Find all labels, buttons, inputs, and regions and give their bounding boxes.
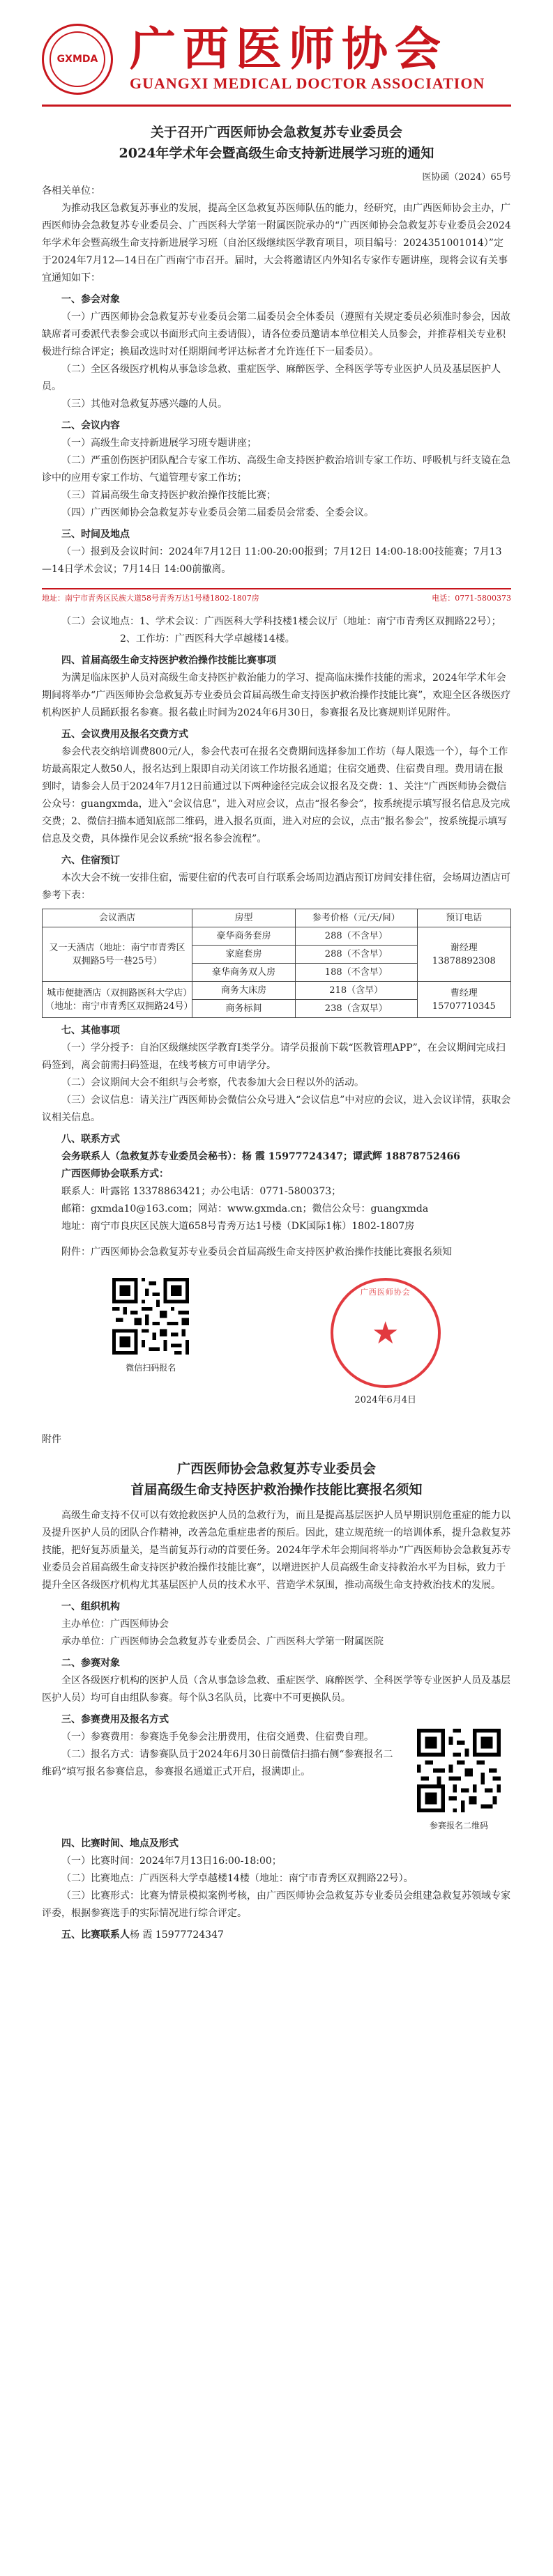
attachment-item: （一）参赛费用：参赛选手免参会注册费用，住宿交通费、住宿费自理。 — [61, 1732, 374, 1743]
attachment-title — [42, 1458, 511, 1500]
title-line-1: 关于召开广西医师协会急救复苏专业委员会 — [150, 125, 402, 140]
section-item: （一）广西医师协会急救复苏专业委员会第二届委员会全体委员（遵照有关规定委员必须准时参会，因故缺席者可委派代表参会或以书面形式向主委请假），请各位委员邀请本单位相关人员参会，并推荐相关专业积极进行综合评定；换届改选时对任期期间考评达标者才允许连任下一届委员）。 — [42, 311, 510, 357]
org-name-en: GUANGXI MEDICAL DOCTOR ASSOCIATION — [130, 75, 485, 92]
section-heading: 一、参会对象 — [61, 294, 120, 305]
section-item: （二）会议地点：1、学术会议：广西医科大学科技楼1楼会议厅（地址：南宁市青秀区双拥路22号）； — [61, 616, 501, 627]
section-text: 参会代表交纳培训费800元/人，参会代表可在报名交费期间选择参加工作坊（每人限选一个），每个工作坊最高限定人数50人，报名达到上限即自动关闭该工作坊报名通道；住宿交通费、住宿费自理。费用请在报到时，请参会人员于2024年7月12日前通过以下两种途径完成会议报名及交费：1、关注“广西医师协会微信公众号：guangxmda，进入“会议信息”，进入对应会议，点击“报名参会”，按系统提示填写报名信息及完成交费；2、微信扫描本通知底部二维码，进入报名页面，进入对应的会议，点击“报名参会”，按系统提示填写信息及交费，具体操作见会议系统“报名参会流程”。 — [42, 746, 510, 844]
section-heading: 三、时间及地点 — [61, 529, 130, 540]
header-divider — [42, 105, 511, 107]
table-header: 会议酒店 — [43, 909, 192, 927]
hotel-contact: 曹经理 15707710345 — [417, 982, 510, 1018]
attachment-item: （二）比赛地点：广西医科大学卓越楼14楼（地址：南宁市青秀区双拥路22号）。 — [61, 1873, 414, 1884]
hotel-name: 城市便捷酒店（双拥路医科大学店）（地址：南宁市青秀区双拥路24号） — [43, 982, 192, 1018]
attachment-intro: 高级生命支持不仅可以有效抢救医护人员的急救行为，而且是提高基层医护人员早期识别危重症的能力以及提升医护人员的团队合作精神，改善急危重症患者的预后。因此，建立规范统一的培训体系，提升急救复苏技能，把好复苏质量关，是当前复苏行动的首要任务。2024年学术年会期间将举办“广西医师协会急救复苏专业委员会首届高级生命支持医护救治操作技能比赛”，以增进医护人员高级生命支持救治水平为目标，致力于提升全区各级医疗机构尤其基层医护人员的技术水平、营造学术氛围，推动高级生命支持救治技术的发展。 — [42, 1510, 511, 1591]
attachment-title-line-1: 广西医师协会急救复苏专业委员会 — [176, 1461, 376, 1476]
section-item: （二）全区各级医疗机构从事急诊急救、重症医学、麻醉医学、全科医学等专业医护人员及基层医护人员。 — [42, 364, 501, 392]
fee-and-registration-block — [42, 1729, 511, 1831]
table-row — [43, 982, 511, 1000]
room-price: 188（不含早） — [295, 964, 417, 982]
official-seal — [331, 1278, 441, 1388]
section-item: （二）严重创伤医护团队配合专家工作坊、高级生命支持医护救治培训专家工作坊、呼吸机与纤支镜在急诊中的应用专家工作坊、气道管理专家工作坊； — [42, 455, 510, 484]
document-title — [42, 122, 511, 164]
hotel-table — [42, 909, 511, 1018]
title-line-2: 2024年学术年会暨高级生命支持新进展学习班的通知 — [119, 146, 434, 161]
registration-qr-code[interactable] — [112, 1278, 189, 1355]
contact-line: 联系人：叶露铭 13378863421；办公电话：0771-5800373； — [61, 1186, 342, 1197]
section-item: （一）高级生命支持新进展学习班专题讲座； — [61, 438, 257, 449]
attachment-item: （一）比赛时间：2024年7月13日16:00-18:00； — [61, 1856, 282, 1867]
signature-area — [42, 1278, 511, 1417]
section-item: （一）学分授予：自治区级继续医学教育Ⅰ类学分。请学员报前下载“医教管理APP”，在会议期间完成扫码签到，离会前需扫码签退，在线考核方可申请学分。 — [42, 1042, 506, 1071]
attachment-label: 附件 — [42, 1434, 61, 1445]
room-price: 288（不含早） — [295, 927, 417, 946]
attachment-item: （二）报名方式：请参赛队员于2024年6月30日前微信扫描右侧“参赛报名二维码”填写报名参赛信息，参赛报名通道正式开启，报满即止。 — [42, 1749, 393, 1777]
section-item: （三）会议信息：请关注广西医师协会微信公众号进入“会议信息”中对应的会议，进入会议详情，获取会议相关信息。 — [42, 1095, 511, 1123]
hotel-contact: 谢经理 13878892308 — [417, 927, 510, 982]
attachment-title-line-2: 首届高级生命支持医护救治操作技能比赛报名须知 — [130, 1482, 423, 1497]
attachment-item: 承办单位：广西医师协会急救复苏专业委员会、广西医科大学第一附属医院 — [61, 1636, 384, 1647]
room-price: 238（含双早） — [295, 1000, 417, 1018]
attachment-section-heading: 四、比赛时间、地点及形式 — [61, 1838, 179, 1849]
room-type: 豪华商务套房 — [192, 927, 296, 946]
section-text: 本次大会不统一安排住宿，需要住宿的代表可自行联系会场周边酒店预订房间安排住宿，会场周边酒店可参考下表： — [42, 872, 510, 901]
section-item: （一）报到及会议时间：2024年7月12日 11:00-20:00报到；7月12日 14:00-18:00技能赛；7月13—14日学术会议；7月14日 14:00前撤离。 — [42, 546, 502, 575]
section-heading: 七、其他事项 — [61, 1025, 120, 1036]
attachment-section-heading — [42, 1927, 511, 1944]
section-heading: 四、首届高级生命支持医护救治操作技能比赛事项 — [61, 655, 276, 666]
attachment-item: （三）比赛形式：比赛为情景模拟案例考核，由广西医师协会急救复苏专业委员会组建急救复苏领域专家评委，根据参赛选手的实际情况进行综合评定。 — [42, 1890, 510, 1919]
section-heading: 五、会议费用及报名交费方式 — [61, 729, 188, 740]
contact-line: 会务联系人（急救复苏专业委员会秘书）：杨 霞 15977724347；谭武辉 18878752466 — [61, 1151, 460, 1162]
room-type: 商务标间 — [192, 1000, 296, 1018]
hotel-name: 又一天酒店（地址：南宁市青秀区双拥路5号一巷25号） — [43, 927, 192, 982]
footer-address: 地址：南宁市青秀区民族大道58号青秀万达1号楼1802-1807房 — [42, 594, 259, 603]
section-item: （四）广西医师协会急救复苏专业委员会第二届委员会常委、全委会议。 — [61, 507, 374, 518]
document-number: 医协函（2024）65号 — [422, 172, 511, 183]
section-text: 为满足临床医护人员对高级生命支持医护救治能力的学习、提高临床操作技能的需求，2024年学术年会期间将举办“广西医师协会急救复苏专业委员会首届高级生命支持医护救治操作技能比赛”，欢迎全区各级医疗机构医护人员踊跃报名参赛。报名截止时间为2024年6月30日，参赛报名及比赛规则详见附件。 — [42, 672, 511, 718]
attachment-item: 全区各级医疗机构的医护人员（含从事急诊急救、重症医学、麻醉医学、全科医学等专业医护人员及基层医护人员）均可自由组队参赛。每个队3名队员，比赛中不可更换队员。 — [42, 1675, 510, 1704]
room-type: 商务大床房 — [192, 982, 296, 1000]
logo-text: GXMDA — [50, 31, 105, 87]
section-heading: 二、会议内容 — [61, 420, 120, 431]
table-header: 预订电话 — [417, 909, 510, 927]
qr-float-block — [407, 1729, 511, 1831]
room-type: 家庭套房 — [192, 946, 296, 964]
section-heading: 八、联系方式 — [61, 1134, 120, 1145]
contest-registration-qr-code[interactable] — [417, 1729, 501, 1812]
contact-line: 地址：南宁市良庆区民族大道658号青秀万达1号楼（DK国际1栋）1802-1807房 — [61, 1221, 415, 1232]
contact-line: 广西医师协会联系方式： — [61, 1169, 169, 1180]
section-heading: 六、住宿预订 — [61, 855, 120, 866]
contact-line: 邮箱：gxmda10@163.com；网站：www.gxmda.cn；微信公众号：guangxmda — [61, 1203, 429, 1214]
page-footer — [42, 588, 511, 603]
seal-text: 广西医师协会 — [360, 1288, 411, 1297]
attachment-item: 主办单位：广西医师协会 — [61, 1619, 169, 1630]
table-row — [43, 927, 511, 946]
issue-date: 2024年6月4日 — [354, 1395, 417, 1405]
qr-caption: 微信扫码报名 — [126, 1363, 176, 1373]
room-price: 218（含早） — [295, 982, 417, 1000]
room-type: 豪华商务双人房 — [192, 964, 296, 982]
footer-phone: 电话：0771-5800373 — [432, 594, 511, 603]
room-price: 288（不含早） — [295, 946, 417, 964]
star-icon: ★ — [372, 1315, 400, 1351]
section-heading-text: 五、比赛联系人 — [61, 1929, 130, 1941]
table-header: 参考价格（元/天/间） — [295, 909, 417, 927]
qr-caption: 参赛报名二维码 — [429, 1821, 488, 1830]
contest-contact: 杨 霞 15977724347 — [130, 1929, 224, 1941]
attachment-section-heading: 一、组织机构 — [61, 1601, 120, 1612]
section-item: 2、工作坊：广西医科大学卓越楼14楼。 — [120, 633, 295, 645]
attachment-section-heading: 二、参赛对象 — [61, 1658, 120, 1669]
section-item: （二）会议期间大会不组织与会考察，代表参加大会日程以外的活动。 — [61, 1077, 364, 1088]
attachment-section-heading: 三、参赛费用及报名方式 — [61, 1714, 169, 1725]
org-name-cn: 广西医师协会 — [130, 22, 448, 76]
association-logo — [42, 24, 113, 95]
section-item: （三）其他对急救复苏感兴趣的人员。 — [61, 399, 227, 410]
intro-paragraph: 为推动我区急救复苏事业的发展，提高全区急救复苏医师队伍的能力，经研究，由广西医师协会主办，广西医师协会急救复苏专业委员会、广西医科大学第一附属医院承办的“广西医师协会急救复苏专业委员会2024年学术年会暨高级生命支持新进展学习班（自治区级继续医学教育项目，项目编号：2024351001014）”定于2024年7月12—14日在广西南宁市召开。届时，大会将邀请区内外知名专家作专题讲座，现将会议有关事宜通知如下： — [42, 203, 511, 284]
salutation: 各相关单位： — [42, 185, 100, 196]
attachment-note: 附件：广西医师协会急救复苏专业委员会首届高级生命支持医护救治操作技能比赛报名须知 — [61, 1247, 452, 1258]
table-header: 房型 — [192, 909, 296, 927]
section-item: （三）首届高级生命支持医护救治操作技能比赛； — [61, 490, 276, 501]
letterhead — [42, 0, 511, 98]
